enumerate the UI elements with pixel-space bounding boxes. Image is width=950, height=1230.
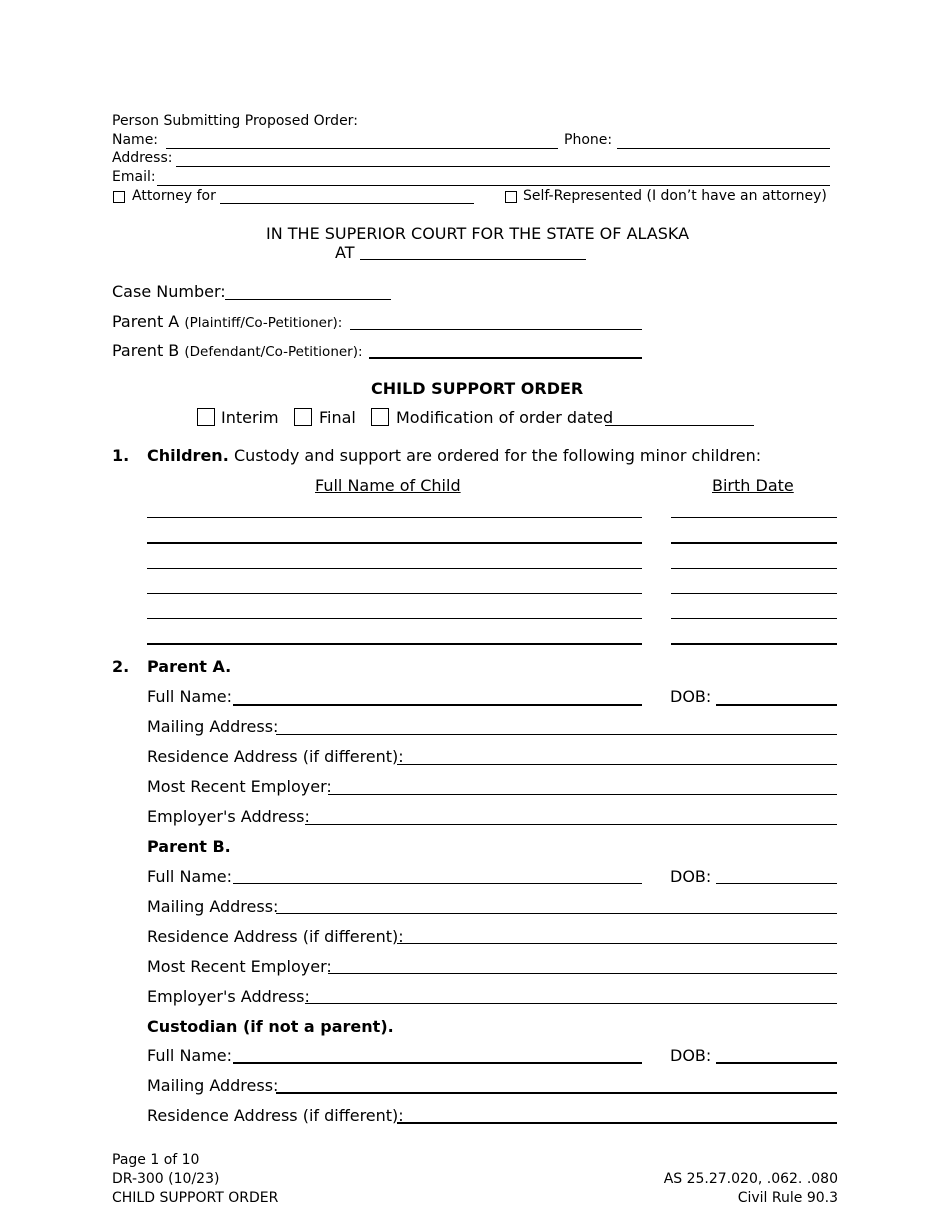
col-header-child-name: Full Name of Child <box>315 476 461 495</box>
parent-a-heading: Parent A. <box>147 657 232 676</box>
email-field[interactable] <box>157 185 830 186</box>
parent-a-label-text: Parent A <box>112 312 180 331</box>
parent-a-role: (Plaintiff/Co-Petitioner): <box>184 315 343 331</box>
footer-civil-rule: Civil Rule 90.3 <box>737 1190 838 1206</box>
child-name-row[interactable] <box>147 542 642 544</box>
parent-a-employer-address-field[interactable] <box>305 824 837 825</box>
parent-b-dob-field[interactable] <box>716 883 837 884</box>
court-at-label: AT <box>335 243 355 262</box>
interim-checkbox[interactable] <box>197 408 215 426</box>
footer-page-number: Page 1 of 10 <box>112 1152 200 1168</box>
parent-b-employer-field[interactable] <box>328 973 837 974</box>
child-birth-row[interactable] <box>671 542 837 544</box>
email-label: Email: <box>112 169 156 185</box>
parent-b-dob-label: DOB: <box>670 867 712 886</box>
modification-checkbox[interactable] <box>371 408 389 426</box>
parent-b-label-text: Parent B <box>112 341 180 360</box>
self-represented-checkbox[interactable] <box>505 191 517 203</box>
parent-a-residence-label: Residence Address (if different): <box>147 747 404 766</box>
interim-label: Interim <box>221 408 279 427</box>
court-title: IN THE SUPERIOR COURT FOR THE STATE OF ALASKA <box>266 224 690 243</box>
parent-a-mailing-field[interactable] <box>276 734 837 735</box>
parent-b-field[interactable] <box>369 357 642 359</box>
parent-b-employer-label: Most Recent Employer: <box>147 957 332 976</box>
parent-a-full-name-label: Full Name: <box>147 687 233 706</box>
order-title: CHILD SUPPORT ORDER <box>371 379 584 398</box>
attorney-label: Attorney for <box>132 188 216 204</box>
child-name-row[interactable] <box>147 643 642 645</box>
name-label: Name: <box>112 132 159 148</box>
custodian-residence-label: Residence Address (if different): <box>147 1106 404 1125</box>
parent-b-full-name-label: Full Name: <box>147 867 233 886</box>
child-birth-row[interactable] <box>671 568 837 569</box>
footer-form-name: CHILD SUPPORT ORDER <box>112 1190 279 1206</box>
custodian-heading: Custodian (if not a parent). <box>147 1017 394 1036</box>
parent-a-employer-field[interactable] <box>328 794 837 795</box>
parent-a-employer-address-label: Employer's Address: <box>147 807 310 826</box>
parent-b-employer-address-label: Employer's Address: <box>147 987 310 1006</box>
parent-b-full-name-field[interactable] <box>233 883 642 884</box>
self-represented-label: Self-Represented (I don’t have an attorney) <box>523 188 827 204</box>
child-birth-row[interactable] <box>671 643 837 645</box>
footer-statute: AS 25.27.020, .062. .080 <box>663 1171 838 1187</box>
name-field[interactable] <box>166 148 558 149</box>
phone-label: Phone: <box>564 132 613 148</box>
parent-b-residence-label: Residence Address (if different): <box>147 927 404 946</box>
child-birth-row[interactable] <box>671 593 837 594</box>
address-label: Address: <box>112 150 173 166</box>
custodian-mailing-field[interactable] <box>276 1092 837 1094</box>
custodian-dob-label: DOB: <box>670 1046 712 1065</box>
modification-date-field[interactable] <box>605 425 754 426</box>
section-1-number: 1. <box>112 446 130 465</box>
parent-b-employer-address-field[interactable] <box>305 1003 837 1004</box>
child-name-row[interactable] <box>147 517 642 518</box>
parent-a-mailing-label: Mailing Address: <box>147 717 279 736</box>
case-number-field[interactable] <box>225 299 391 300</box>
footer-form-id: DR-300 (10/23) <box>112 1171 220 1187</box>
parent-b-mailing-label: Mailing Address: <box>147 897 279 916</box>
parent-a-field[interactable] <box>350 329 642 330</box>
custodian-residence-field[interactable] <box>397 1122 837 1124</box>
final-label: Final <box>319 408 356 427</box>
parent-a-full-name-field[interactable] <box>233 704 642 706</box>
court-location-field[interactable] <box>360 259 586 260</box>
parent-a-label <box>112 312 342 331</box>
section-2-number: 2. <box>112 657 130 676</box>
child-birth-row[interactable] <box>671 618 837 619</box>
attorney-checkbox[interactable] <box>113 191 125 203</box>
parent-a-residence-field[interactable] <box>397 764 837 765</box>
child-name-row[interactable] <box>147 568 642 569</box>
custodian-mailing-label: Mailing Address: <box>147 1076 279 1095</box>
submitter-heading: Person Submitting Proposed Order: <box>112 113 358 129</box>
attorney-for-field[interactable] <box>220 203 474 204</box>
section-1-text: Custody and support are ordered for the following minor children: <box>234 446 762 465</box>
child-name-row[interactable] <box>147 618 642 619</box>
parent-a-employer-label: Most Recent Employer: <box>147 777 332 796</box>
custodian-dob-field[interactable] <box>716 1062 837 1064</box>
custodian-full-name-label: Full Name: <box>147 1046 233 1065</box>
case-number-label: Case Number: <box>112 282 226 301</box>
parent-a-dob-field[interactable] <box>716 704 837 706</box>
parent-b-residence-field[interactable] <box>397 943 837 944</box>
parent-b-mailing-field[interactable] <box>276 913 837 914</box>
parent-b-label <box>112 341 363 360</box>
custodian-full-name-field[interactable] <box>233 1062 642 1064</box>
phone-field[interactable] <box>617 148 830 149</box>
parent-a-dob-label: DOB: <box>670 687 712 706</box>
modification-label: Modification of order dated <box>396 408 614 427</box>
parent-b-role: (Defendant/Co-Petitioner): <box>184 344 363 360</box>
address-field[interactable] <box>176 166 830 167</box>
section-1-heading: Children. <box>147 446 229 465</box>
child-name-row[interactable] <box>147 593 642 594</box>
col-header-birth-date: Birth Date <box>712 476 794 495</box>
parent-b-heading: Parent B. <box>147 837 231 856</box>
final-checkbox[interactable] <box>294 408 312 426</box>
child-birth-row[interactable] <box>671 517 837 518</box>
